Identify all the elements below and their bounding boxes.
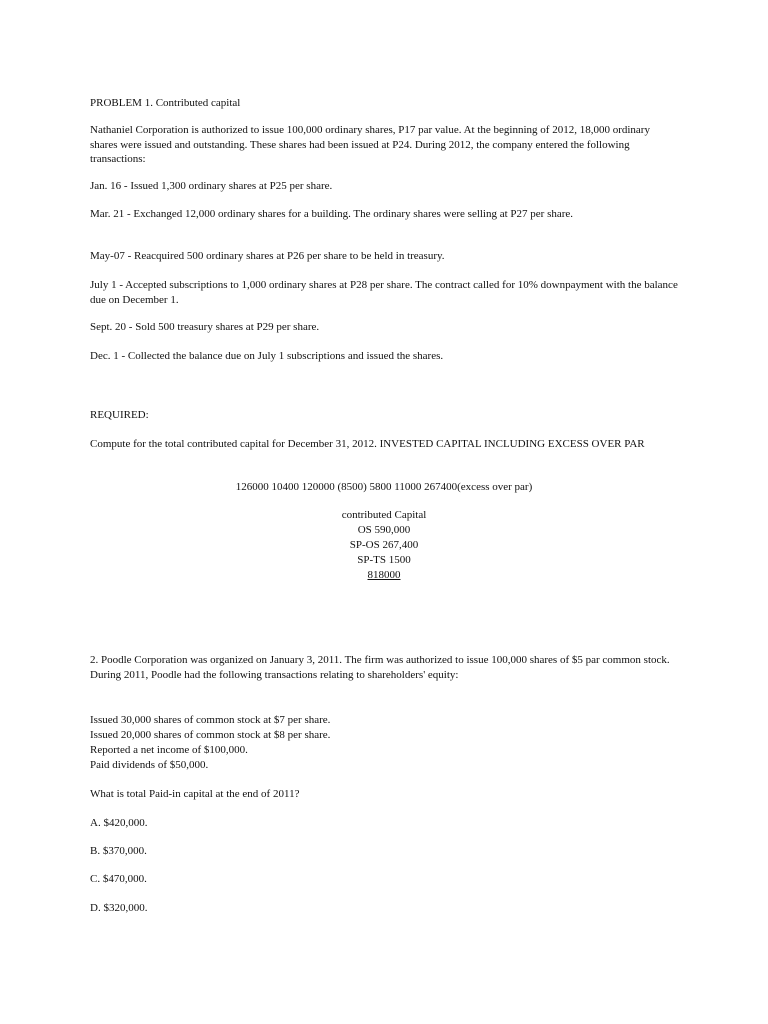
problem2-item-4: Paid dividends of $50,000.	[90, 759, 209, 771]
answer-line-sp-os: SP-OS 267,400	[349, 539, 419, 551]
option-d: D. $320,000.	[90, 902, 148, 914]
transaction-may07: May-07 - Reacquired 500 ordinary shares at P26 per share to be held in treasury.	[90, 250, 445, 262]
required-label: REQUIRED:	[90, 409, 149, 421]
answer-line-contributed-capital: contributed Capital	[341, 509, 427, 521]
problem2-intro: 2. Poodle Corporation was organized on January 3, 2011. The firm was authorized to issue 100,000 shares of $5 par common stock. During 2011, Poodle had the following transactions relating to shareholders' equity:	[90, 654, 670, 681]
transaction-sept20: Sept. 20 - Sold 500 treasury shares at P29 per share.	[90, 321, 320, 333]
answer-line-total	[0, 568, 768, 584]
problem1-intro: Nathaniel Corporation is authorized to issue 100,000 ordinary shares, P17 par value. At the beginning of 2012, 18,000 ordinary shares were issued and outstanding. These shares had been issued at P24. During 2012, the company entered the following transactions:	[90, 124, 650, 165]
option-a: A. $420,000.	[90, 817, 148, 829]
transaction-july1: July 1 - Accepted subscriptions to 1,000 ordinary shares at P28 per share. The contract called for 10% downpayment with the balance due on December 1.	[90, 279, 678, 306]
answer-line-sp-ts: SP-TS 1500	[357, 554, 411, 566]
answer-line-os: OS 590,000	[357, 524, 411, 536]
required-text: Compute for the total contributed capital for December 31, 2012. INVESTED CAPITAL INCLUDING EXCESS OVER PAR	[90, 438, 645, 450]
problem2-item-2: Issued 20,000 shares of common stock at $8 per share.	[90, 729, 331, 741]
transaction-jan16: Jan. 16 - Issued 1,300 ordinary shares at P25 per share.	[90, 180, 333, 192]
option-c: C. $470,000.	[90, 873, 147, 885]
problem2-item-1: Issued 30,000 shares of common stock at $7 per share.	[90, 714, 331, 726]
transaction-mar21: Mar. 21 - Exchanged 12,000 ordinary shares for a building. The ordinary shares were selling at P27 per share.	[90, 208, 574, 220]
problem2-question: What is total Paid-in capital at the end of 2011?	[90, 788, 300, 800]
answer-total-value: 818000	[367, 569, 401, 581]
problem2-item-3: Reported a net income of $100,000.	[90, 744, 248, 756]
working-line: 126000 10400 120000 (8500) 5800 11000 267400(excess over par)	[235, 481, 533, 493]
option-b: B. $370,000.	[90, 845, 147, 857]
transaction-dec1: Dec. 1 - Collected the balance due on July 1 subscriptions and issued the shares.	[90, 350, 444, 362]
problem1-heading: PROBLEM 1. Contributed capital	[90, 97, 241, 109]
